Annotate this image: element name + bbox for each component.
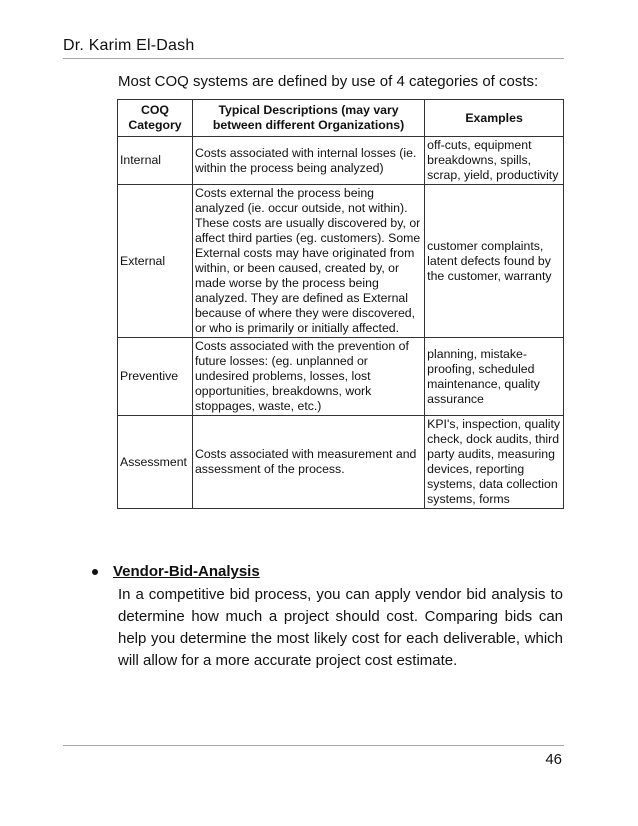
- cell-category: Preventive: [118, 338, 193, 416]
- cell-category: Assessment: [118, 416, 193, 509]
- cell-examples: customer complaints, latent defects found by the customer, warranty: [425, 185, 564, 338]
- cell-description: Costs associated with internal losses (ie. within the process being analyzed): [192, 137, 424, 185]
- cell-examples: planning, mistake-proofing, scheduled maintenance, quality assurance: [425, 338, 564, 416]
- table-row: [118, 416, 564, 509]
- table-row: [118, 185, 564, 338]
- cell-description: Costs associated with the prevention of future losses: (eg. unplanned or undesired problems, losses, lost opportunities, breakdowns, work stoppages, waste, etc.): [192, 338, 424, 416]
- header-category: COQ Category: [118, 100, 193, 137]
- header-divider: [63, 58, 564, 59]
- cell-description: Costs external the process being analyzed (ie. occur outside, not within). These costs are usually discovered by, or affect third parties (eg. customers). Some External costs may have originated from within, or been caused, created by, or made worse by the process being analyzed. They are defined as External because of where they were discovered, or who is primarily or initially affected.: [192, 185, 424, 338]
- footer-divider: [63, 745, 564, 746]
- section-paragraph: In a competitive bid process, you can apply vendor bid analysis to determine how much a project should cost. Comparing bids can help you determine the most likely cost for each deliverable, which will allow for a more accurate project cost estimate.: [118, 586, 563, 669]
- table-row: [118, 338, 564, 416]
- page-header-author: Dr. Karim El-Dash: [63, 37, 195, 54]
- section-title: Vendor-Bid-Analysis: [113, 563, 260, 580]
- page-number: 46: [545, 751, 562, 768]
- intro-text: Most COQ systems are defined by use of 4 categories of costs:: [118, 73, 539, 90]
- table-header-row: [118, 100, 564, 137]
- cell-category: Internal: [118, 137, 193, 185]
- table-row: [118, 137, 564, 185]
- section-heading: [92, 563, 260, 580]
- bullet-icon: [92, 569, 98, 575]
- cell-description: Costs associated with measurement and assessment of the process.: [192, 416, 424, 509]
- coq-categories-table: [117, 99, 564, 509]
- header-examples: Examples: [425, 100, 564, 137]
- cell-category: External: [118, 185, 193, 338]
- cell-examples: off-cuts, equipment breakdowns, spills, scrap, yield, productivity: [425, 137, 564, 185]
- header-description: Typical Descriptions (may vary between different Organizations): [192, 100, 424, 137]
- cell-examples: KPI's, inspection, quality check, dock audits, third party audits, measuring devices, reporting systems, data collection systems, forms: [425, 416, 564, 509]
